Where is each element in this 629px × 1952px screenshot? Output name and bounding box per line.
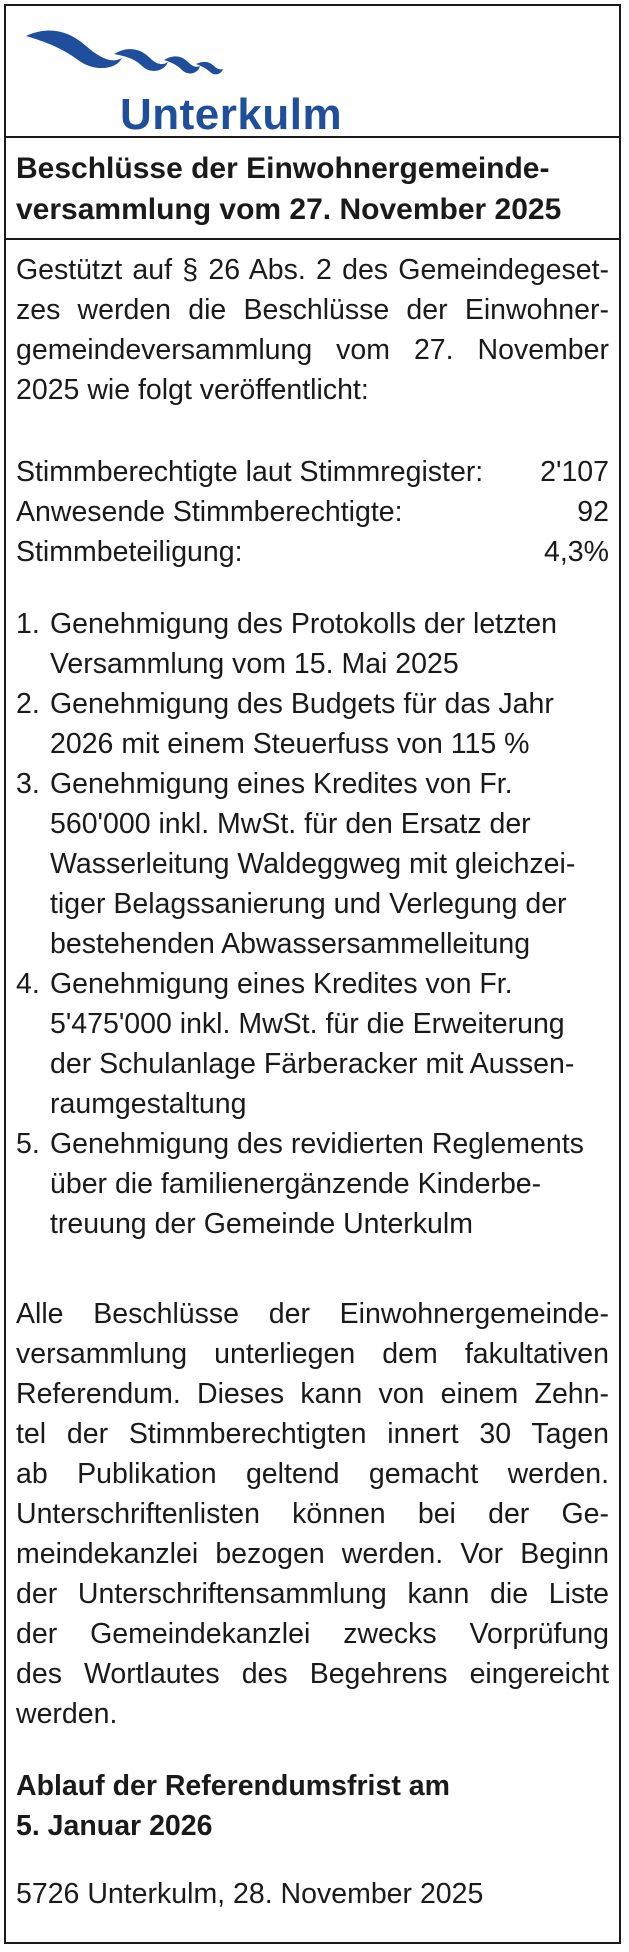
divider [6,136,619,138]
item-line: 5'475'000 inkl. MwSt. für die Erweiterung [50,1008,565,1040]
referendum-line: des Wortlautes des Begehrens eingereicht [16,1658,609,1690]
item-line: der Schulanlage Färberacker mit Aussen- [50,1048,575,1080]
stat-row [16,452,609,492]
referendum-line: Alle Beschlüsse der Einwohnergemeinde- [16,1298,609,1330]
item-line: raumgestaltung [50,1088,247,1120]
item-number: 2. [16,688,40,720]
stat-row [16,532,609,572]
referendum-line: versammlung unterliegen dem fakultativen [16,1338,609,1370]
referendum-line: werden. [16,1698,118,1730]
item-number: 1. [16,608,40,640]
referendum-line: meindekanzlei bezogen werden. Vor Beginn [16,1538,609,1570]
referendum-deadline [16,1766,609,1846]
item-line: Versammlung vom 15. Mai 2025 [50,648,459,680]
title-line: versammlung vom 27. November 2025 [16,193,562,226]
referendum-line: ab Publikation geltend gemacht werden. [16,1458,609,1490]
intro-line: zes werden die Beschlüsse der Einwohner- [16,294,609,326]
item-line: Wasserleitung Waldeggweg mit gleichzei- [50,848,576,880]
title-line: Beschlüsse der Einwohnergemeinde- [16,152,550,185]
waves-logo-icon [22,20,252,100]
item-number: 3. [16,768,40,800]
referendum-line: tel der Stimmberechtigten innert 30 Tagen [16,1418,609,1450]
item-line: über die familienergänzende Kinderbe- [50,1168,542,1200]
attendance-stats [16,452,609,572]
deadline-line: 5. Januar 2026 [16,1810,213,1842]
list-item [16,964,609,1124]
item-line: Genehmigung des Budgets für das Jahr [50,688,554,720]
deadline-line: Ablauf der Referendumsfrist am [16,1770,450,1802]
notice-title [16,148,609,230]
item-line: treuung der Gemeinde Unterkulm [50,1208,473,1240]
item-line: Genehmigung eines Kredites von Fr. [50,968,513,1000]
stat-label: Stimmbeteiligung: [16,536,243,568]
decisions-list [16,604,609,1244]
stat-value: 4,3% [544,536,609,568]
divider [6,238,619,240]
municipality-logo [22,20,362,140]
place-date [16,1874,609,1914]
item-line: Genehmigung des revidierten Reglements [50,1128,584,1160]
list-item [16,684,609,764]
item-line: 560'000 inkl. MwSt. für den Ersatz der [50,808,531,840]
referendum-line: Unterschriftenlisten können bei der Ge- [16,1498,609,1530]
referendum-line: Referendum. Dieses kann von einem Zehn- [16,1378,609,1410]
item-number: 5. [16,1128,40,1160]
intro-paragraph [16,250,609,410]
item-line: Genehmigung des Protokolls der letzten [50,608,557,640]
referendum-line: der Gemeindekanzlei zwecks Vorprüfung [16,1618,609,1650]
stat-label: Anwesende Stimmberechtigte: [16,496,403,528]
stat-row [16,492,609,532]
list-item [16,1124,609,1244]
stat-label: Stimmberechtigte laut Stimmregister: [16,456,484,488]
referendum-line: der Unterschriftensammlung kann die Liste [16,1578,609,1610]
intro-line: 2025 wie folgt veröffentlicht: [16,374,369,406]
logo-wordmark: Unterkulm [120,90,343,139]
item-line: Genehmigung eines Kredites von Fr. [50,768,513,800]
referendum-paragraph [16,1294,609,1734]
notice-frame [4,4,621,1944]
list-item [16,764,609,964]
item-line: bestehenden Abwassersammelleitung [50,928,531,960]
stat-value: 2'107 [540,456,609,488]
item-line: tiger Belagssanierung und Verlegung der [50,888,567,920]
list-item [16,604,609,684]
item-line: 2026 mit einem Steuerfuss von 115 % [50,728,530,760]
intro-line: Gestützt auf § 26 Abs. 2 des Gemeindegeset- [16,254,609,286]
intro-line: gemeindeversammlung vom 27. November [16,334,609,366]
place-date-text: 5726 Unterkulm, 28. November 2025 [16,1878,484,1910]
item-number: 4. [16,968,40,1000]
stat-value: 92 [577,496,609,528]
